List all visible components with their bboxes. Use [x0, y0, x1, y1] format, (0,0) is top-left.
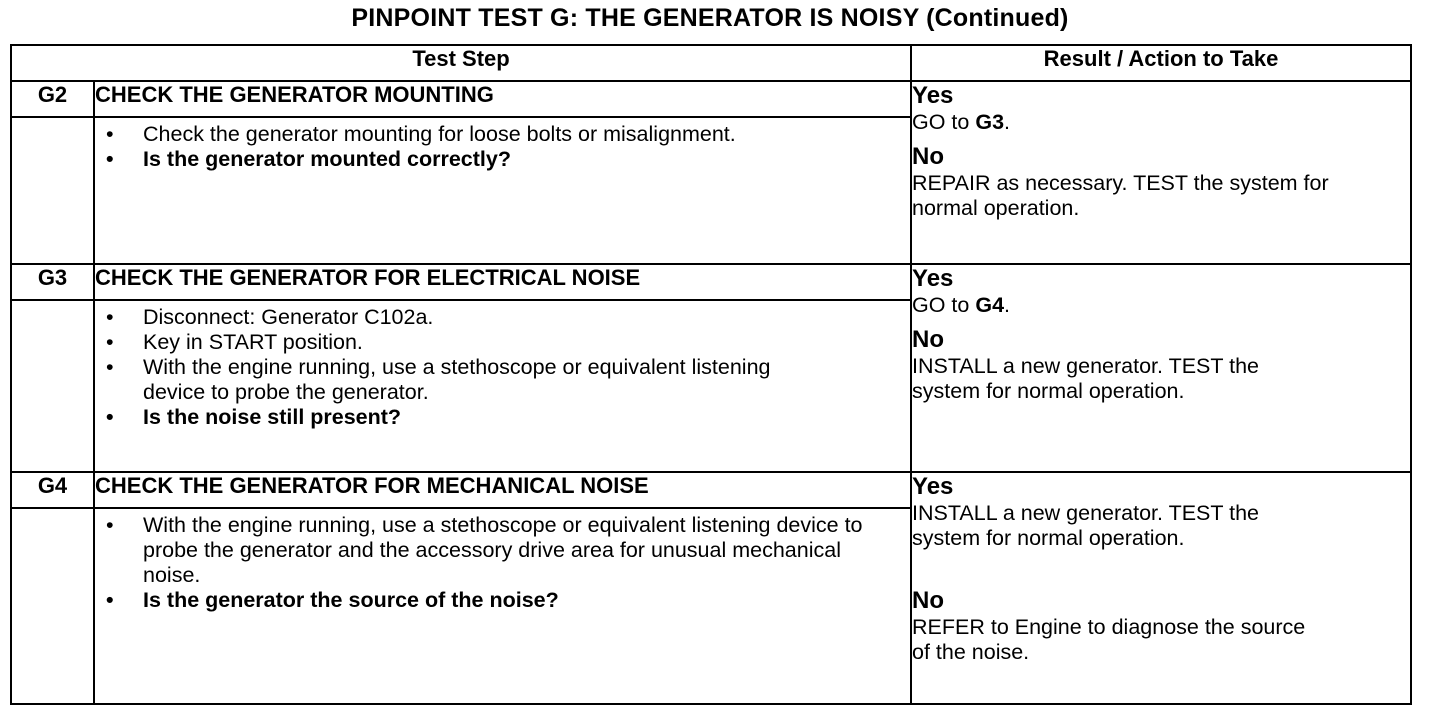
step-body — [94, 117, 911, 264]
yes-label: Yes — [912, 473, 954, 500]
list-item: • With the engine running, use a stethoscope or equivalent listening device to probe the generator and the accessory drive area for unusual mechanical noise. — [106, 513, 863, 587]
step-question: • Is the generator the source of the noise? — [106, 588, 559, 612]
list-item: • Disconnect: Generator C102a. — [106, 305, 434, 329]
pinpoint-test-table — [10, 44, 1412, 705]
step-reference: G3 — [975, 110, 1005, 134]
step-result-cell — [911, 472, 1411, 704]
yes-action-text: GO to — [912, 110, 976, 134]
step-id: G3 — [11, 264, 94, 300]
step-body — [94, 300, 911, 472]
yes-action: INSTALL a new generator. TEST the system for normal operation. — [912, 501, 1259, 550]
bullet-icon: • — [106, 405, 114, 429]
page-title: PINPOINT TEST G: THE GENERATOR IS NOISY (Continued) — [351, 4, 1069, 32]
bullet-icon: • — [106, 330, 114, 354]
step-result-cell — [911, 81, 1411, 264]
step-question: • Is the generator mounted correctly? — [106, 147, 511, 171]
header-result-action: Result / Action to Take — [911, 45, 1411, 81]
step-name: CHECK THE GENERATOR FOR MECHANICAL NOISE — [94, 472, 911, 508]
bullet-icon: • — [106, 122, 114, 146]
step-id: G2 — [11, 81, 94, 117]
list-item: • Key in START position. — [106, 330, 363, 354]
no-label: No — [912, 587, 945, 614]
yes-action-end: . — [1004, 110, 1011, 134]
bullet-icon: • — [106, 513, 114, 537]
step-name: CHECK THE GENERATOR MOUNTING — [94, 81, 911, 117]
bullet-icon: • — [106, 305, 114, 329]
header-test-step: Test Step — [11, 45, 911, 81]
no-action: INSTALL a new generator. TEST the system for normal operation. — [912, 354, 1259, 403]
yes-action-text: GO to — [912, 293, 976, 317]
no-action: REFER to Engine to diagnose the source of the noise. — [912, 615, 1306, 664]
no-action: REPAIR as necessary. TEST the system for normal operation. — [912, 171, 1329, 220]
bullet-icon: • — [106, 147, 114, 171]
step-reference: G4 — [975, 293, 1005, 317]
list-item: • With the engine running, use a stethoscope or equivalent listening device to probe the generator. — [106, 355, 771, 404]
yes-label: Yes — [912, 265, 954, 292]
step-title-row — [11, 472, 1411, 508]
bullet-icon: • — [106, 588, 114, 612]
step-result-cell — [911, 264, 1411, 472]
step-name: CHECK THE GENERATOR FOR ELECTRICAL NOISE — [94, 264, 911, 300]
table-header-row — [11, 45, 1411, 81]
yes-action-end: . — [1004, 293, 1011, 317]
step-title-row — [11, 81, 1411, 117]
step-id: G4 — [11, 472, 94, 508]
yes-action — [912, 293, 1410, 318]
no-label: No — [912, 143, 945, 170]
bullet-icon: • — [106, 355, 114, 379]
step-question: • Is the noise still present? — [106, 405, 402, 429]
step-body — [94, 508, 911, 704]
step-title-row — [11, 264, 1411, 300]
list-item: • Check the generator mounting for loose bolts or misalignment. — [106, 122, 736, 146]
yes-label: Yes — [912, 82, 954, 109]
yes-action — [912, 110, 1410, 135]
no-label: No — [912, 326, 945, 353]
